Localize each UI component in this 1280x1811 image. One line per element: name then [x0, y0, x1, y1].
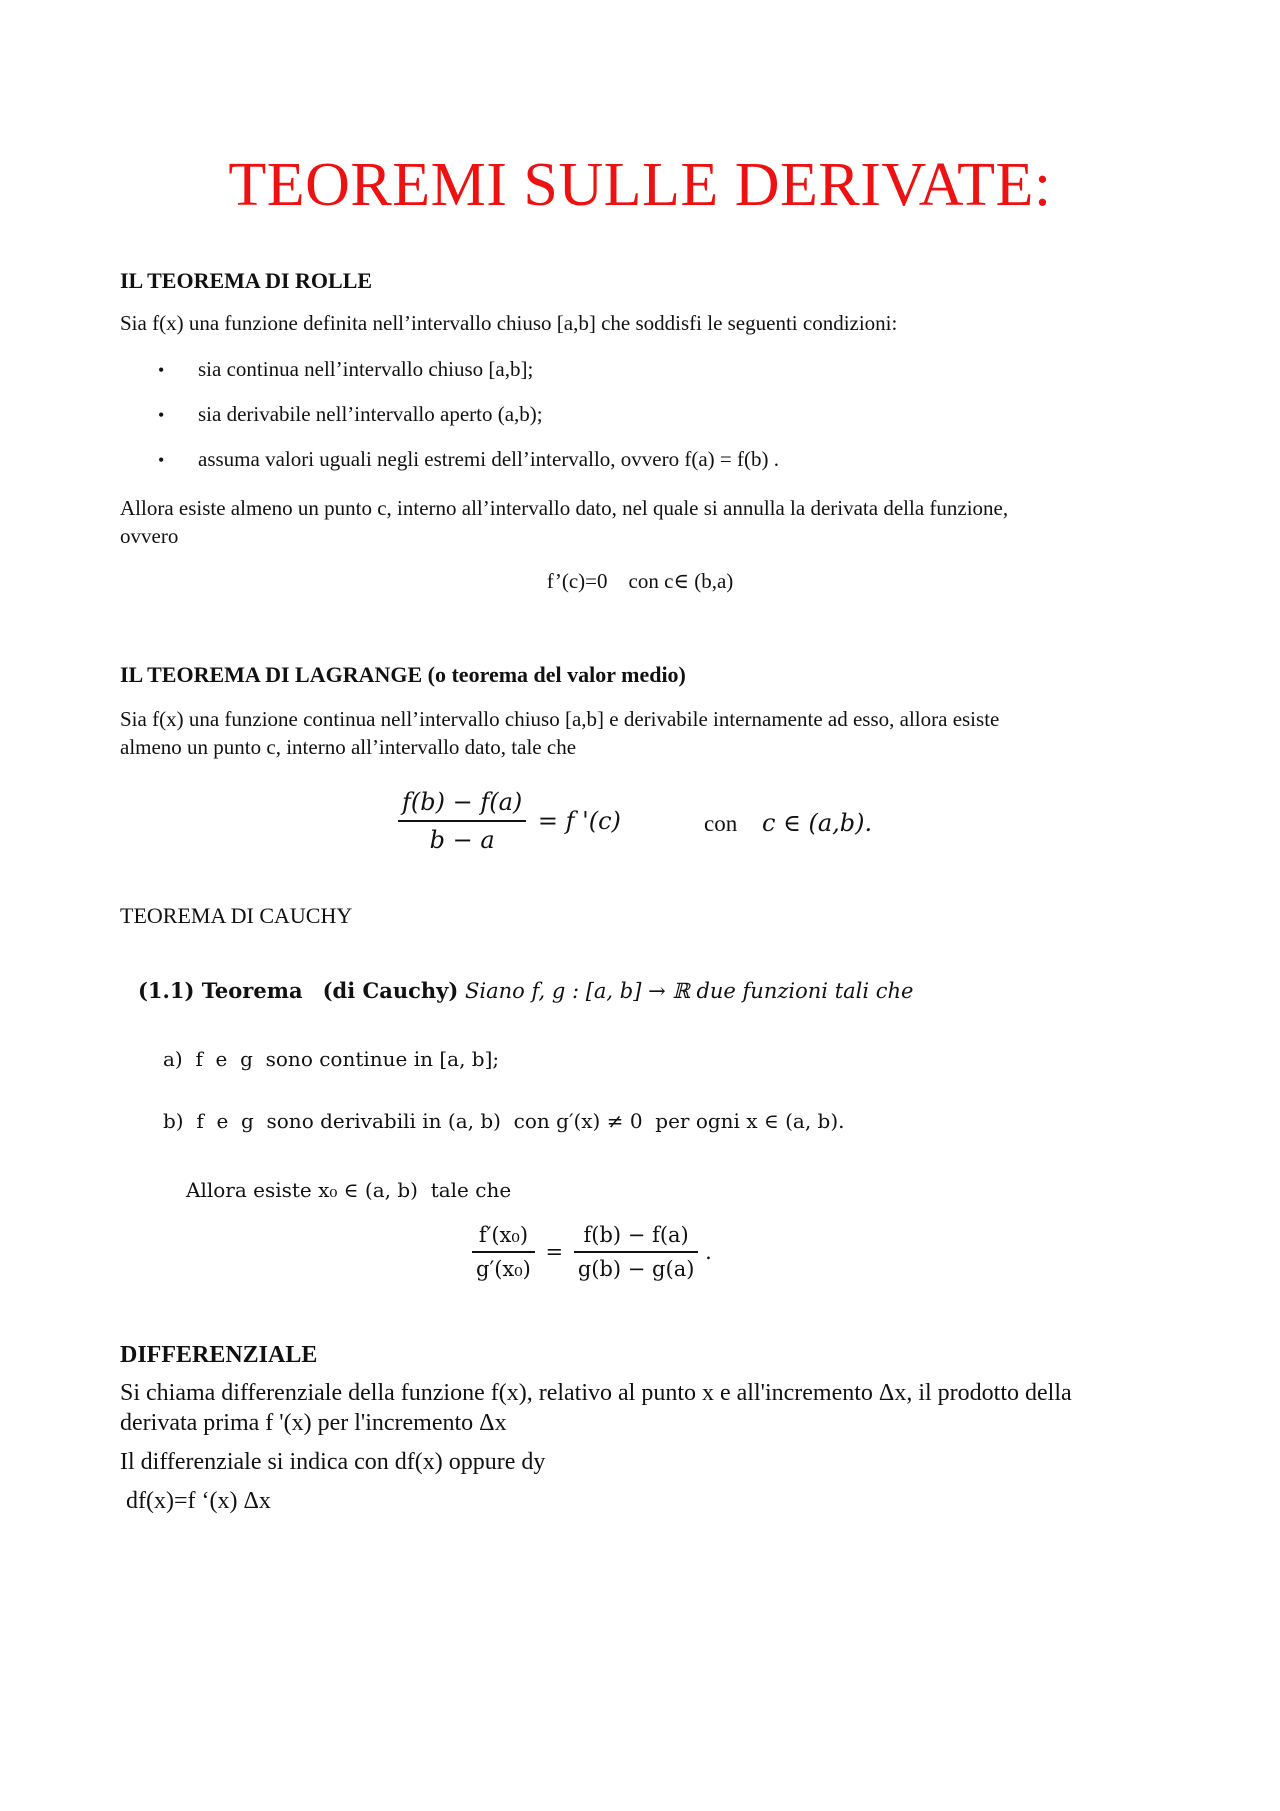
- differenziale-definition-line-2: derivata prima f '(x) per l'incremento Δx: [120, 1410, 507, 1436]
- lagrange-text-line-2: almeno un punto c, interno all’intervallo dato, tale che: [120, 735, 577, 759]
- differenziale-notation: Il differenziale si indica con df(x) oppure dy: [120, 1449, 546, 1475]
- cauchy-lhs-fraction: [472, 1223, 535, 1281]
- rolle-formula: f’(c)=0 con c∈ (b,a): [546, 569, 734, 593]
- rolle-condition-3: assuma valori uguali negli estremi dell’intervallo, ovvero f(a) = f(b) .: [198, 447, 779, 471]
- lagrange-rhs: = f '(c): [537, 807, 621, 835]
- cauchy-rhs-fraction: [574, 1223, 699, 1281]
- bullet-icon: •: [158, 405, 165, 425]
- cauchy-condition-b: b) f e g sono derivabili in (a, b) con g′(x) ≠ 0 per ogni x ∈ (a, b).: [163, 1109, 845, 1133]
- rolle-heading: IL TEOREMA DI ROLLE: [120, 268, 373, 293]
- cauchy-heading: TEOREMA DI CAUCHY: [120, 903, 353, 928]
- differenziale-definition-line-1: Si chiama differenziale della funzione f(x), relativo al punto x e all'incremento Δx, il prodotto della: [120, 1380, 1072, 1406]
- differenziale-formula: df(x)=f ‘(x) Δx: [126, 1488, 271, 1514]
- lagrange-con: con: [704, 811, 738, 836]
- cauchy-rhs-denominator: g(b) − g(a): [577, 1257, 695, 1281]
- rolle-condition-1: sia continua nell’intervallo chiuso [a,b];: [198, 357, 534, 381]
- cauchy-label: (1.1) Teorema: [138, 978, 303, 1003]
- cauchy-statement: Siano f, g : [a, b] → ℝ due funzioni tali che: [464, 979, 914, 1003]
- rolle-conclusion-line-1: Allora esiste almeno un punto c, interno all’intervallo dato, nel quale si annulla la derivata della funzione,: [120, 496, 1009, 520]
- differenziale-heading: DIFFERENZIALE: [120, 1342, 318, 1368]
- cauchy-name: (di Cauchy): [322, 978, 459, 1003]
- page-title: TEOREMI SULLE DERIVATE:: [228, 151, 1052, 219]
- cauchy-lhs-denominator: g′(x₀): [476, 1257, 531, 1281]
- cauchy-formula: [472, 1223, 712, 1281]
- cauchy-condition-a: a) f e g sono continue in [a, b];: [163, 1047, 500, 1071]
- lagrange-condition: c ∈ (a,b).: [762, 809, 873, 837]
- cauchy-theorem-statement: [138, 978, 913, 1003]
- lagrange-fraction: [398, 788, 526, 854]
- lagrange-text-line-1: Sia f(x) una funzione continua nell’intervallo chiuso [a,b] e derivabile internamente ad esso, allora esiste: [120, 707, 1000, 731]
- lagrange-formula: [398, 788, 621, 854]
- lagrange-denominator: b − a: [429, 826, 495, 854]
- cauchy-rhs-numerator: f(b) − f(a): [574, 1223, 699, 1253]
- bullet-icon: •: [158, 450, 165, 470]
- rolle-conclusion-line-2: ovvero: [120, 524, 179, 548]
- cauchy-formula-end: .: [705, 1240, 712, 1264]
- cauchy-then: Allora esiste x₀ ∈ (a, b) tale che: [186, 1178, 512, 1202]
- lagrange-heading: IL TEOREMA DI LAGRANGE (o teorema del valor medio): [120, 662, 686, 687]
- rolle-intro: Sia f(x) una funzione definita nell’intervallo chiuso [a,b] che soddisfi le seguenti condizioni:: [120, 311, 898, 335]
- cauchy-equals: =: [545, 1240, 564, 1264]
- cauchy-lhs-numerator: f′(x₀): [472, 1223, 535, 1253]
- rolle-condition-2: sia derivabile nell’intervallo aperto (a,b);: [198, 402, 543, 426]
- lagrange-numerator: f(b) − f(a): [398, 788, 526, 822]
- bullet-icon: •: [158, 360, 165, 380]
